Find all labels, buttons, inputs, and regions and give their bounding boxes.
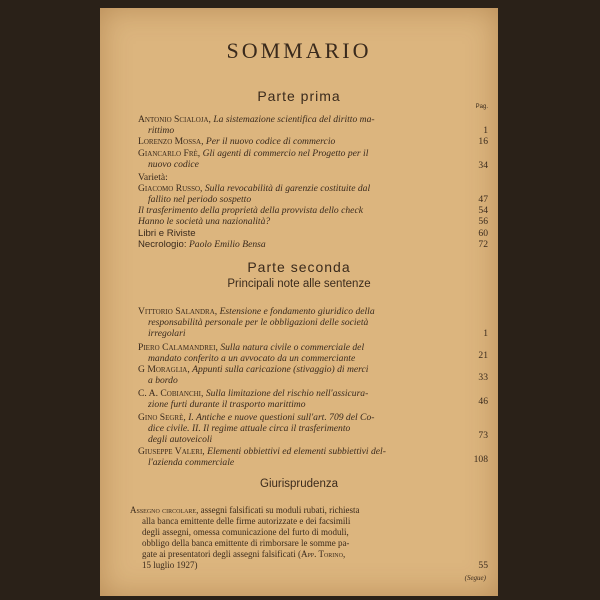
toc-title-cont: fallito nel periodo sospetto xyxy=(148,194,252,205)
toc-varieta-label: Varietà: xyxy=(138,172,168,183)
toc-page-number: 34 xyxy=(478,160,488,171)
note-author: Giuseppe Valeri, xyxy=(138,446,205,457)
section-heading-parte-prima: Parte prima xyxy=(257,88,341,104)
toc-title-cont: nuovo codice xyxy=(148,159,199,170)
toc-libri-riviste: Libri e Riviste xyxy=(138,228,196,239)
toc-entry-5: Il trasferimento della proprietà della provvista dello check xyxy=(138,205,363,216)
toc-title: La sistemazione scientifica del diritto ma- xyxy=(213,114,375,125)
note-title: Estensione e fondamento giuridico della xyxy=(219,306,375,317)
note-page-number: 46 xyxy=(478,396,488,407)
toc-title: Sulla revocabilità di garenzie costituite dal xyxy=(204,183,371,194)
note-title-cont: dice civile. II. Il regime attuale circa il trasferimento xyxy=(148,423,351,434)
juris-text: assegni falsificati su moduli rubati, richiesta xyxy=(200,505,360,515)
juris-text: gate ai presentatori degli assegni falsificati xyxy=(142,549,296,559)
note-page-number: 108 xyxy=(473,454,488,465)
note-entry-4 xyxy=(138,388,368,399)
note-title-cont: l'azienda commerciale xyxy=(148,457,235,468)
juris-text-line: alla banca emittente delle firme autorizzate e dei facsimili xyxy=(142,516,351,526)
section-heading-giurisprudenza: Giurisprudenza xyxy=(260,478,338,490)
note-page-number: 1 xyxy=(483,328,488,339)
page-column-label: Pag. xyxy=(475,104,488,110)
section-heading-parte-seconda: Parte seconda xyxy=(247,259,351,275)
note-author: G Moraglia, xyxy=(138,364,190,375)
note-title-cont: responsabilità personale per le obbligazioni delle società xyxy=(148,317,369,328)
toc-author: Giancarlo Frè, xyxy=(138,148,201,159)
juris-page-number: 55 xyxy=(478,560,488,571)
note-page-number: 33 xyxy=(478,372,488,383)
toc-author: Lorenzo Mossa, xyxy=(138,136,204,147)
note-title: I. Antiche e nuove questioni sull'art. 709 del Co- xyxy=(188,412,375,423)
juris-date: 15 luglio 1927) xyxy=(142,560,198,570)
segue-note: (Segue) xyxy=(464,574,486,582)
toc-page-number: 1 xyxy=(483,125,488,136)
note-author: Gino Segrè, xyxy=(138,412,186,423)
note-title-cont: degli autoveicoli xyxy=(148,434,213,445)
toc-author: Antonio Scialoja, xyxy=(138,114,211,125)
note-entry-1 xyxy=(138,306,375,317)
juris-court: (App. Torino, xyxy=(297,549,346,559)
note-title: Sulla natura civile o commerciale del xyxy=(220,342,365,353)
note-page-number: 73 xyxy=(478,430,488,441)
juris-text-line: degli assegni, omessa comunicazione del furto di moduli, xyxy=(142,527,349,537)
document-page xyxy=(100,8,498,596)
toc-entry-4 xyxy=(138,183,370,194)
note-author: Vittorio Salandra, xyxy=(138,306,218,317)
note-entry-3 xyxy=(138,364,368,375)
toc-entry-6: Hanno le società una nazionalità? xyxy=(138,216,271,227)
note-entry-6 xyxy=(138,446,386,457)
toc-page-number: 56 xyxy=(478,216,488,227)
juris-entry xyxy=(130,505,360,515)
note-title-cont: zione furti durante il trasporto marittimo xyxy=(148,399,306,410)
toc-page-number: 54 xyxy=(478,205,488,216)
toc-necrologio xyxy=(138,239,266,250)
juris-text-line: obbligo della banca emittente di rimborsare le somme pa- xyxy=(142,538,350,548)
juris-lead: Assegno circolare, xyxy=(130,505,199,515)
toc-page-number: 16 xyxy=(478,136,488,147)
note-author: Piero Calamandrei, xyxy=(138,342,218,353)
toc-page-number: 72 xyxy=(478,239,488,250)
subsection-heading-note: Principali note alle sentenze xyxy=(227,278,371,290)
note-title-cont: irregolari xyxy=(148,328,186,339)
note-title-cont: a bordo xyxy=(148,375,178,386)
toc-entry-1 xyxy=(138,114,375,125)
toc-necrologio-name: Paolo Emilio Bensa xyxy=(188,239,266,250)
toc-page-number: 60 xyxy=(478,228,488,239)
toc-title: Per il nuovo codice di commercio xyxy=(205,136,336,147)
toc-entry-3 xyxy=(138,148,368,159)
juris-text-line xyxy=(142,549,345,559)
toc-page-number: 47 xyxy=(478,194,488,205)
note-entry-5 xyxy=(138,412,374,423)
toc-title-cont: rittimo xyxy=(148,125,175,136)
note-title: Sulla limitazione del rischio nell'assicura- xyxy=(205,388,369,399)
toc-entry-2 xyxy=(138,136,335,147)
page-title: SOMMARIO xyxy=(226,38,372,63)
toc-title: Gli agenti di commercio nel Progetto per il xyxy=(202,148,369,159)
note-title-cont: mandato conferito a un avvocato da un commerciante xyxy=(148,353,356,364)
note-title: Appunti sulla caricazione (stivaggio) di merci xyxy=(192,364,369,375)
note-page-number: 21 xyxy=(478,350,488,361)
note-author: C. A. Cobianchi, xyxy=(138,388,204,399)
toc-necrologio-label: Necrologio: xyxy=(138,239,187,250)
note-title: Elementi obbiettivi ed elementi subbiettivi del- xyxy=(207,446,386,457)
toc-author: Giacomo Russo, xyxy=(138,183,203,194)
note-entry-2 xyxy=(138,342,364,353)
